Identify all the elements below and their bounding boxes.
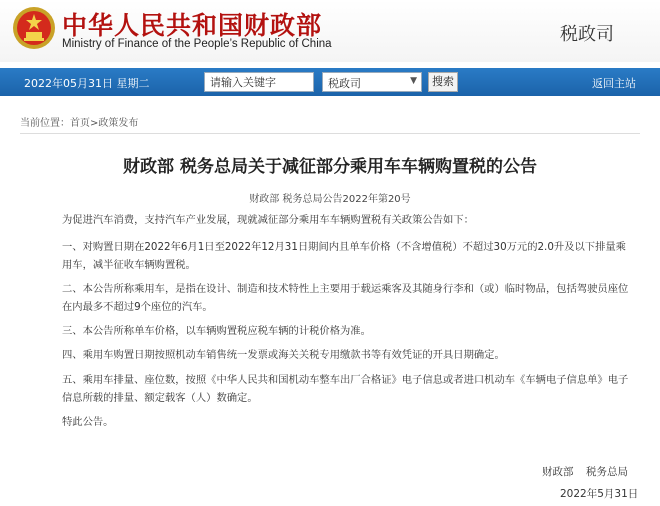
signer-finance-ministry: 财政部 [542, 466, 574, 478]
document-number: 财政部 税务总局公告2022年第20号 [249, 194, 411, 205]
publish-date: 2022年5月31日 [560, 488, 639, 500]
site-title-en: Ministry of Finance of the People’s Republic of China [62, 38, 332, 50]
current-date: 2022年05月31日 星期二 [24, 77, 150, 90]
breadcrumb-prefix: 当前位置： [20, 118, 70, 129]
site-title-cn: 中华人民共和国财政部 [62, 11, 323, 40]
search-button[interactable]: 搜索 [428, 72, 458, 92]
article-paragraph: 特此公告。 [62, 416, 114, 428]
article-paragraph: 为促进汽车消费，支持汽车产业发展，现就减征部分乘用车车辆购置税有关政策公告如下： [62, 214, 474, 226]
breadcrumb [20, 114, 640, 134]
article-paragraph: 一、对购置日期在2022年6月1日至2022年12月31日期间内且单车价格（不含增值税）不超过30万元的2.0升及以下排量乘用车，减半征收车辆购置税。 [62, 241, 626, 271]
department-select-value: 税政司 [328, 77, 361, 90]
return-home-link[interactable]: 返回主站 [592, 77, 636, 90]
signer-tax-administration: 税务总局 [586, 466, 628, 478]
article-paragraph: 二、本公告所称乘用车，是指在设计、制造和技术特性上主要用于载运乘客及其随身行李和（或）临时物品，包括驾驶员座位在内最多不超过9个座位的汽车。 [62, 283, 629, 313]
department-name: 税政司 [560, 24, 614, 45]
nav-bar [0, 68, 660, 96]
chevron-down-icon: ▼ [410, 76, 417, 86]
breadcrumb-home-link[interactable]: 首页 [70, 118, 90, 129]
article-paragraph: 四、乘用车购置日期按照机动车销售统一发票或海关关税专用缴款书等有效凭证的开具日期确定。 [62, 349, 505, 361]
site-header [0, 0, 660, 62]
national-emblem-icon [12, 6, 56, 50]
breadcrumb-section-link[interactable]: 政策发布 [98, 118, 139, 129]
department-select[interactable] [322, 72, 422, 92]
article-paragraph: 三、本公告所称单车价格，以车辆购置税应税车辆的计税价格为准。 [62, 325, 371, 337]
article-paragraph: 五、乘用车排量、座位数，按照《中华人民共和国机动车整车出厂合格证》电子信息或者进口机动车《车辆电子信息单》电子信息所载的排量、额定载客（人）数确定。 [62, 374, 629, 404]
article-title: 财政部 税务总局关于减征部分乘用车车辆购置税的公告 [123, 157, 537, 177]
breadcrumb-separator: > [90, 118, 99, 129]
search-input[interactable] [204, 72, 314, 92]
